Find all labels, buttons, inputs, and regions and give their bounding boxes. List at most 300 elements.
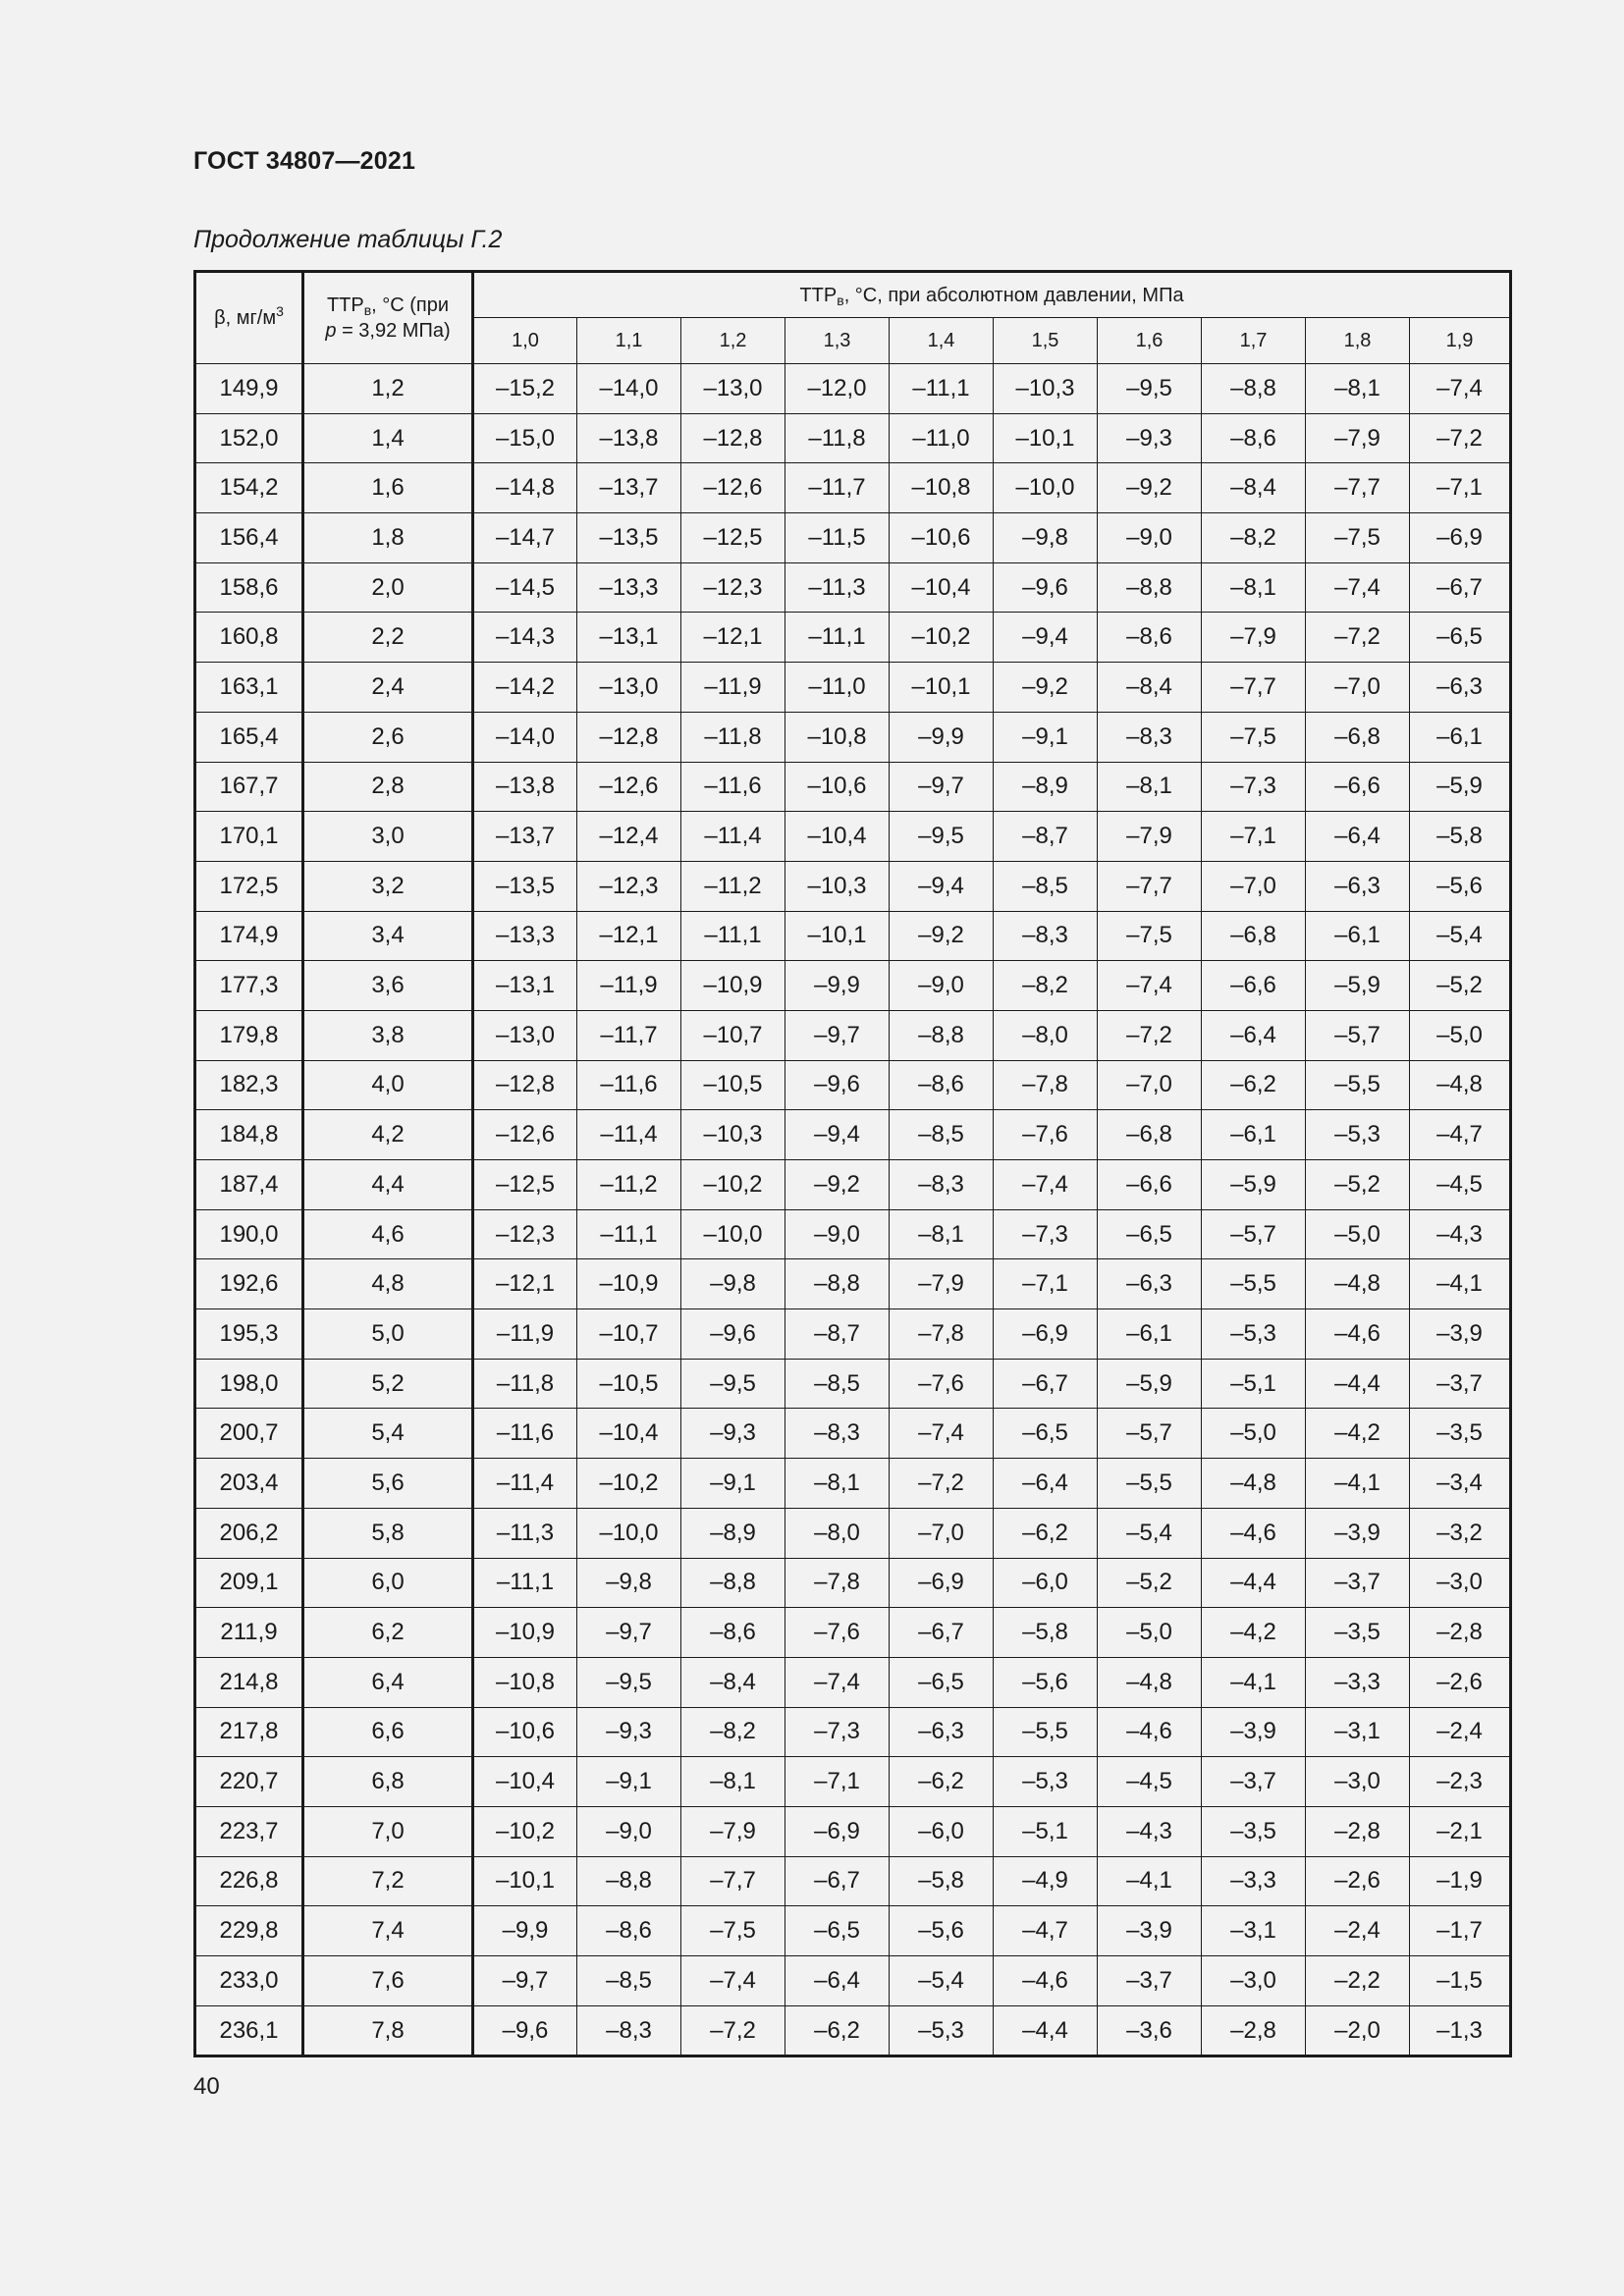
document-code: ГОСТ 34807—2021 <box>193 147 416 175</box>
ttr-value-cell: –5,6 <box>994 1657 1098 1707</box>
ttr-value-cell: –14,2 <box>473 663 577 713</box>
base-ttr-cell: 7,4 <box>303 1906 473 1956</box>
ttr-value-cell: –6,4 <box>1306 812 1410 862</box>
ttr-value-cell: –4,1 <box>1410 1259 1511 1309</box>
ttr-value-cell: –8,2 <box>681 1707 785 1757</box>
base-ttr-cell: 3,8 <box>303 1010 473 1060</box>
ttr-value-cell: –8,8 <box>1202 364 1306 414</box>
ttr-value-cell: –3,7 <box>1306 1558 1410 1608</box>
ttr-value-cell: –10,6 <box>785 762 890 812</box>
ttr-value-cell: –3,9 <box>1202 1707 1306 1757</box>
ttr-value-cell: –6,5 <box>994 1409 1098 1459</box>
ttr-value-cell: –7,0 <box>1098 1060 1202 1110</box>
table-row <box>195 1060 1511 1110</box>
ttr-value-cell: –12,6 <box>577 762 681 812</box>
ttr-value-cell: –7,8 <box>994 1060 1098 1110</box>
ttr-value-cell: –11,2 <box>577 1160 681 1210</box>
base-ttr-cell: 4,0 <box>303 1060 473 1110</box>
base-ttr-cell: 7,6 <box>303 1956 473 2006</box>
ttr-value-cell: –8,6 <box>890 1060 994 1110</box>
ttr-value-cell: –3,0 <box>1410 1558 1511 1608</box>
beta-cell: 195,3 <box>195 1309 303 1360</box>
ttr-value-cell: –9,5 <box>1098 364 1202 414</box>
beta-cell: 160,8 <box>195 613 303 663</box>
ttr-value-cell: –5,1 <box>994 1806 1098 1856</box>
base-ttr-line2: = 3,92 МПа) <box>336 320 451 342</box>
ttr-value-cell: –4,5 <box>1410 1160 1511 1210</box>
ttr-value-cell: –10,0 <box>681 1209 785 1259</box>
ttr-value-cell: –10,2 <box>681 1160 785 1210</box>
base-ttr-cell: 1,6 <box>303 463 473 513</box>
ttr-value-cell: –5,4 <box>890 1956 994 2006</box>
beta-cell: 165,4 <box>195 712 303 762</box>
ttr-value-cell: –6,7 <box>994 1359 1098 1409</box>
base-ttr-cell: 5,8 <box>303 1508 473 1558</box>
ttr-value-cell: –9,6 <box>785 1060 890 1110</box>
ttr-value-cell: –5,4 <box>1410 911 1511 961</box>
ttr-value-cell: –8,4 <box>681 1657 785 1707</box>
beta-cell: 177,3 <box>195 961 303 1011</box>
ttr-value-cell: –6,5 <box>785 1906 890 1956</box>
base-ttr-cell: 2,6 <box>303 712 473 762</box>
ttr-value-cell: –10,8 <box>890 463 994 513</box>
ttr-value-cell: –12,1 <box>681 613 785 663</box>
ttr-value-cell: –4,6 <box>994 1956 1098 2006</box>
beta-cell: 172,5 <box>195 861 303 911</box>
pressure-header: 1,4 <box>890 318 994 364</box>
ttr-value-cell: –9,8 <box>994 513 1098 563</box>
ttr-value-cell: –11,2 <box>681 861 785 911</box>
ttr-value-cell: –10,2 <box>473 1806 577 1856</box>
ttr-value-cell: –8,9 <box>681 1508 785 1558</box>
ttr-value-cell: –9,4 <box>994 613 1098 663</box>
beta-cell: 220,7 <box>195 1757 303 1807</box>
ttr-value-cell: –5,6 <box>890 1906 994 1956</box>
table-row <box>195 1508 1511 1558</box>
ttr-value-cell: –9,1 <box>577 1757 681 1807</box>
pressure-header: 1,5 <box>994 318 1098 364</box>
beta-cell: 217,8 <box>195 1707 303 1757</box>
ttr-value-cell: –8,5 <box>890 1110 994 1160</box>
base-ttr-cell: 7,0 <box>303 1806 473 1856</box>
ttr-value-cell: –5,0 <box>1306 1209 1410 1259</box>
ttr-value-cell: –10,4 <box>890 562 994 613</box>
ttr-value-cell: –8,3 <box>1098 712 1202 762</box>
table-row <box>195 1359 1511 1409</box>
ttr-value-cell: –12,8 <box>681 413 785 463</box>
beta-cell: 198,0 <box>195 1359 303 1409</box>
ttr-value-cell: –11,1 <box>785 613 890 663</box>
ttr-value-cell: –7,3 <box>994 1209 1098 1259</box>
ttr-value-cell: –5,5 <box>1098 1459 1202 1509</box>
beta-cell: 149,9 <box>195 364 303 414</box>
ttr-value-cell: –7,4 <box>681 1956 785 2006</box>
ttr-value-cell: –10,1 <box>994 413 1098 463</box>
ttr-value-cell: –5,2 <box>1098 1558 1202 1608</box>
ttr-value-cell: –6,2 <box>785 2005 890 2056</box>
table-row <box>195 2005 1511 2056</box>
ttr-value-cell: –6,5 <box>1410 613 1511 663</box>
beta-unit-exponent: 3 <box>276 303 284 319</box>
ttr-value-cell: –7,2 <box>1410 413 1511 463</box>
ttr-value-cell: –6,5 <box>1098 1209 1202 1259</box>
ttr-value-cell: –2,8 <box>1306 1806 1410 1856</box>
ttr-value-cell: –8,1 <box>681 1757 785 1807</box>
base-ttr-cell: 6,8 <box>303 1757 473 1807</box>
ttr-value-cell: –7,9 <box>681 1806 785 1856</box>
ttr-value-cell: –9,4 <box>890 861 994 911</box>
ttr-value-cell: –11,1 <box>473 1558 577 1608</box>
table-row <box>195 1209 1511 1259</box>
ttr-value-cell: –3,5 <box>1410 1409 1511 1459</box>
ttr-value-cell: –5,1 <box>1202 1359 1306 1409</box>
ttr-value-cell: –9,3 <box>681 1409 785 1459</box>
ttr-value-cell: –11,1 <box>577 1209 681 1259</box>
ttr-value-cell: –7,9 <box>1306 413 1410 463</box>
ttr-value-cell: –7,7 <box>1306 463 1410 513</box>
ttr-value-cell: –9,3 <box>577 1707 681 1757</box>
ttr-value-cell: –7,9 <box>890 1259 994 1309</box>
ttr-value-cell: –5,8 <box>890 1856 994 1906</box>
ttr-value-cell: –4,4 <box>994 2005 1098 2056</box>
ttr-value-cell: –9,7 <box>785 1010 890 1060</box>
ttr-value-cell: –7,8 <box>890 1309 994 1360</box>
beta-cell: 211,9 <box>195 1608 303 1658</box>
beta-cell: 206,2 <box>195 1508 303 1558</box>
ttr-value-cell: –8,6 <box>681 1608 785 1658</box>
ttr-value-cell: –12,3 <box>577 861 681 911</box>
ttr-value-cell: –11,9 <box>577 961 681 1011</box>
beta-cell: 187,4 <box>195 1160 303 1210</box>
table-row <box>195 1309 1511 1360</box>
ttr-value-cell: –13,8 <box>473 762 577 812</box>
ttr-value-cell: –7,4 <box>785 1657 890 1707</box>
beta-cell: 223,7 <box>195 1806 303 1856</box>
ttr-value-cell: –7,1 <box>994 1259 1098 1309</box>
ttr-value-cell: –11,1 <box>681 911 785 961</box>
ttr-value-cell: –9,8 <box>681 1259 785 1309</box>
ttr-value-cell: –9,3 <box>1098 413 1202 463</box>
ttr-value-cell: –5,0 <box>1098 1608 1202 1658</box>
ttr-value-cell: –3,2 <box>1410 1508 1511 1558</box>
ttr-value-cell: –7,7 <box>1202 663 1306 713</box>
ttr-value-cell: –5,3 <box>1306 1110 1410 1160</box>
ttr-value-cell: –7,0 <box>1202 861 1306 911</box>
header-beta <box>195 272 303 364</box>
ttr-value-cell: –12,5 <box>473 1160 577 1210</box>
ttr-value-cell: –1,9 <box>1410 1856 1511 1906</box>
ttr-value-cell: –11,3 <box>473 1508 577 1558</box>
base-ttr-cell: 3,4 <box>303 911 473 961</box>
ttr-value-cell: –7,1 <box>1410 463 1511 513</box>
ttr-value-cell: –10,4 <box>785 812 890 862</box>
ttr-value-cell: –7,2 <box>890 1459 994 1509</box>
table-row <box>195 463 1511 513</box>
table-caption: Продолжение таблицы Г.2 <box>193 226 503 253</box>
ttr-value-cell: –8,8 <box>577 1856 681 1906</box>
ttr-value-cell: –6,2 <box>890 1757 994 1807</box>
header-row-top <box>195 272 1511 318</box>
ttr-value-cell: –12,3 <box>473 1209 577 1259</box>
ttr-value-cell: –4,9 <box>994 1856 1098 1906</box>
ttr-value-cell: –5,0 <box>1202 1409 1306 1459</box>
ttr-value-cell: –8,1 <box>785 1459 890 1509</box>
ttr-value-cell: –8,6 <box>1202 413 1306 463</box>
pressure-header: 1,9 <box>1410 318 1511 364</box>
ttr-value-cell: –3,1 <box>1202 1906 1306 1956</box>
ttr-value-cell: –6,8 <box>1098 1110 1202 1160</box>
ttr-value-cell: –10,4 <box>577 1409 681 1459</box>
ttr-value-cell: –7,4 <box>994 1160 1098 1210</box>
ttr-value-cell: –14,8 <box>473 463 577 513</box>
ttr-value-cell: –7,0 <box>1306 663 1410 713</box>
ttr-value-cell: –5,7 <box>1202 1209 1306 1259</box>
base-ttr-subscript: в <box>363 302 372 318</box>
ttr-value-cell: –5,3 <box>1202 1309 1306 1360</box>
ttr-value-cell: –10,7 <box>577 1309 681 1360</box>
ttr-value-cell: –13,5 <box>577 513 681 563</box>
ttr-value-cell: –7,4 <box>1306 562 1410 613</box>
ttr-value-cell: –8,3 <box>577 2005 681 2056</box>
ttr-value-cell: –11,0 <box>785 663 890 713</box>
ttr-value-cell: –13,1 <box>473 961 577 1011</box>
ttr-value-cell: –12,0 <box>785 364 890 414</box>
ttr-value-cell: –6,0 <box>890 1806 994 1856</box>
ttr-value-cell: –13,3 <box>577 562 681 613</box>
beta-cell: 190,0 <box>195 1209 303 1259</box>
ttr-value-cell: –12,4 <box>577 812 681 862</box>
ttr-value-cell: –9,6 <box>681 1309 785 1360</box>
ttr-value-cell: –11,9 <box>473 1309 577 1360</box>
table-row <box>195 861 1511 911</box>
ttr-value-cell: –6,6 <box>1098 1160 1202 1210</box>
ttr-table <box>193 270 1512 2057</box>
table-row <box>195 1409 1511 1459</box>
ttr-value-cell: –6,3 <box>890 1707 994 1757</box>
base-ttr-cell: 3,0 <box>303 812 473 862</box>
ttr-value-cell: –1,3 <box>1410 2005 1511 2056</box>
ttr-value-cell: –8,2 <box>994 961 1098 1011</box>
ttr-value-cell: –8,1 <box>890 1209 994 1259</box>
pressure-header: 1,3 <box>785 318 890 364</box>
ttr-value-cell: –8,1 <box>1202 562 1306 613</box>
beta-cell: 179,8 <box>195 1010 303 1060</box>
ttr-value-cell: –8,7 <box>994 812 1098 862</box>
ttr-value-cell: –10,2 <box>890 613 994 663</box>
ttr-value-cell: –14,3 <box>473 613 577 663</box>
ttr-value-cell: –9,0 <box>577 1806 681 1856</box>
group-ttr-subscript: в <box>837 292 844 308</box>
ttr-value-cell: –9,5 <box>890 812 994 862</box>
ttr-value-cell: –4,4 <box>1306 1359 1410 1409</box>
ttr-value-cell: –7,9 <box>1098 812 1202 862</box>
ttr-value-cell: –10,8 <box>473 1657 577 1707</box>
ttr-value-cell: –4,8 <box>1410 1060 1511 1110</box>
ttr-value-cell: –4,1 <box>1098 1856 1202 1906</box>
ttr-value-cell: –4,2 <box>1306 1409 1410 1459</box>
ttr-value-cell: –7,3 <box>1202 762 1306 812</box>
base-ttr-cell: 5,2 <box>303 1359 473 1409</box>
ttr-value-cell: –2,3 <box>1410 1757 1511 1807</box>
pressure-header: 1,2 <box>681 318 785 364</box>
ttr-value-cell: –3,7 <box>1202 1757 1306 1807</box>
ttr-value-cell: –8,3 <box>785 1409 890 1459</box>
ttr-value-cell: –7,6 <box>994 1110 1098 1160</box>
ttr-value-cell: –6,9 <box>785 1806 890 1856</box>
table-row <box>195 1558 1511 1608</box>
ttr-value-cell: –6,8 <box>1202 911 1306 961</box>
beta-cell: 209,1 <box>195 1558 303 1608</box>
ttr-value-cell: –11,8 <box>473 1359 577 1409</box>
pressure-header: 1,1 <box>577 318 681 364</box>
ttr-value-cell: –6,6 <box>1306 762 1410 812</box>
ttr-value-cell: –9,7 <box>890 762 994 812</box>
ttr-value-cell: –13,7 <box>473 812 577 862</box>
ttr-value-cell: –5,0 <box>1410 1010 1511 1060</box>
ttr-value-cell: –4,6 <box>1306 1309 1410 1360</box>
beta-cell: 236,1 <box>195 2005 303 2056</box>
ttr-value-cell: –7,0 <box>890 1508 994 1558</box>
table-row <box>195 1160 1511 1210</box>
pressure-header: 1,7 <box>1202 318 1306 364</box>
ttr-value-cell: –13,3 <box>473 911 577 961</box>
table-row <box>195 1110 1511 1160</box>
base-ttr-cell: 3,2 <box>303 861 473 911</box>
ttr-value-cell: –7,4 <box>890 1409 994 1459</box>
ttr-value-cell: –6,2 <box>1202 1060 1306 1110</box>
ttr-value-cell: –9,7 <box>473 1956 577 2006</box>
table-row <box>195 364 1511 414</box>
base-ttr-cell: 7,8 <box>303 2005 473 2056</box>
table-row <box>195 1657 1511 1707</box>
base-ttr-cell: 5,0 <box>303 1309 473 1360</box>
ttr-value-cell: –8,0 <box>994 1010 1098 1060</box>
ttr-value-cell: –10,9 <box>577 1259 681 1309</box>
ttr-value-cell: –11,7 <box>577 1010 681 1060</box>
ttr-value-cell: –10,3 <box>994 364 1098 414</box>
ttr-value-cell: –5,5 <box>1202 1259 1306 1309</box>
ttr-value-cell: –10,5 <box>577 1359 681 1409</box>
ttr-value-cell: –5,9 <box>1098 1359 1202 1409</box>
table-body <box>195 364 1511 2056</box>
table-row <box>195 613 1511 663</box>
base-ttr-line1: , °С (при <box>371 294 450 316</box>
base-ttr-prefix: ТТР <box>326 294 364 316</box>
table-row <box>195 663 1511 713</box>
ttr-value-cell: –13,1 <box>577 613 681 663</box>
ttr-value-cell: –10,1 <box>890 663 994 713</box>
ttr-value-cell: –13,5 <box>473 861 577 911</box>
ttr-value-cell: –15,2 <box>473 364 577 414</box>
ttr-value-cell: –7,2 <box>681 2005 785 2056</box>
ttr-value-cell: –7,1 <box>785 1757 890 1807</box>
ttr-value-cell: –4,3 <box>1098 1806 1202 1856</box>
ttr-value-cell: –2,0 <box>1306 2005 1410 2056</box>
ttr-value-cell: –4,8 <box>1098 1657 1202 1707</box>
ttr-value-cell: –4,7 <box>994 1906 1098 1956</box>
beta-cell: 152,0 <box>195 413 303 463</box>
ttr-value-cell: –4,2 <box>1202 1608 1306 1658</box>
ttr-value-cell: –8,5 <box>994 861 1098 911</box>
ttr-value-cell: –10,2 <box>577 1459 681 1509</box>
ttr-value-cell: –13,0 <box>473 1010 577 1060</box>
beta-cell: 203,4 <box>195 1459 303 1509</box>
beta-symbol: β <box>214 307 226 329</box>
ttr-value-cell: –6,3 <box>1410 663 1511 713</box>
ttr-value-cell: –7,3 <box>785 1707 890 1757</box>
ttr-value-cell: –7,8 <box>785 1558 890 1608</box>
ttr-value-cell: –10,5 <box>681 1060 785 1110</box>
ttr-value-cell: –8,1 <box>1306 364 1410 414</box>
ttr-value-cell: –9,0 <box>785 1209 890 1259</box>
ttr-value-cell: –11,8 <box>785 413 890 463</box>
ttr-value-cell: –5,8 <box>994 1608 1098 1658</box>
ttr-value-cell: –11,4 <box>681 812 785 862</box>
ttr-value-cell: –10,0 <box>577 1508 681 1558</box>
ttr-value-cell: –10,6 <box>473 1707 577 1757</box>
ttr-value-cell: –8,3 <box>994 911 1098 961</box>
ttr-value-cell: –8,8 <box>785 1259 890 1309</box>
ttr-value-cell: –4,8 <box>1202 1459 1306 1509</box>
ttr-value-cell: –9,2 <box>1098 463 1202 513</box>
ttr-value-cell: –13,7 <box>577 463 681 513</box>
beta-cell: 200,7 <box>195 1409 303 1459</box>
table-row <box>195 762 1511 812</box>
ttr-value-cell: –1,7 <box>1410 1906 1511 1956</box>
base-ttr-cell: 5,6 <box>303 1459 473 1509</box>
table-row <box>195 413 1511 463</box>
ttr-value-cell: –12,6 <box>681 463 785 513</box>
ttr-value-cell: –3,7 <box>1098 1956 1202 2006</box>
ttr-value-cell: –10,0 <box>994 463 1098 513</box>
beta-cell: 182,3 <box>195 1060 303 1110</box>
beta-cell: 174,9 <box>195 911 303 961</box>
ttr-value-cell: –5,2 <box>1306 1160 1410 1210</box>
ttr-value-cell: –9,6 <box>994 562 1098 613</box>
ttr-value-cell: –13,0 <box>577 663 681 713</box>
ttr-value-cell: –12,1 <box>473 1259 577 1309</box>
base-ttr-cell: 2,2 <box>303 613 473 663</box>
ttr-value-cell: –8,5 <box>785 1359 890 1409</box>
base-ttr-cell: 2,0 <box>303 562 473 613</box>
ttr-value-cell: –10,6 <box>890 513 994 563</box>
ttr-value-cell: –2,4 <box>1306 1906 1410 1956</box>
ttr-value-cell: –4,5 <box>1098 1757 1202 1807</box>
ttr-value-cell: –10,4 <box>473 1757 577 1807</box>
ttr-value-cell: –3,9 <box>1306 1508 1410 1558</box>
ttr-value-cell: –2,6 <box>1306 1856 1410 1906</box>
table-row <box>195 1806 1511 1856</box>
ttr-value-cell: –13,0 <box>681 364 785 414</box>
ttr-value-cell: –12,8 <box>577 712 681 762</box>
ttr-value-cell: –2,8 <box>1202 2005 1306 2056</box>
beta-cell: 233,0 <box>195 1956 303 2006</box>
header-base-ttr <box>303 272 473 364</box>
ttr-value-cell: –11,4 <box>473 1459 577 1509</box>
ttr-value-cell: –9,4 <box>785 1110 890 1160</box>
ttr-value-cell: –8,5 <box>577 1956 681 2006</box>
ttr-value-cell: –10,3 <box>681 1110 785 1160</box>
ttr-value-cell: –4,1 <box>1202 1657 1306 1707</box>
ttr-value-cell: –6,8 <box>1306 712 1410 762</box>
ttr-value-cell: –11,6 <box>681 762 785 812</box>
group-ttr-text: , °С, при абсолютном давлении, МПа <box>843 284 1184 306</box>
ttr-value-cell: –12,6 <box>473 1110 577 1160</box>
ttr-value-cell: –11,0 <box>890 413 994 463</box>
ttr-value-cell: –3,1 <box>1306 1707 1410 1757</box>
ttr-value-cell: –8,3 <box>890 1160 994 1210</box>
ttr-value-cell: –11,6 <box>473 1409 577 1459</box>
